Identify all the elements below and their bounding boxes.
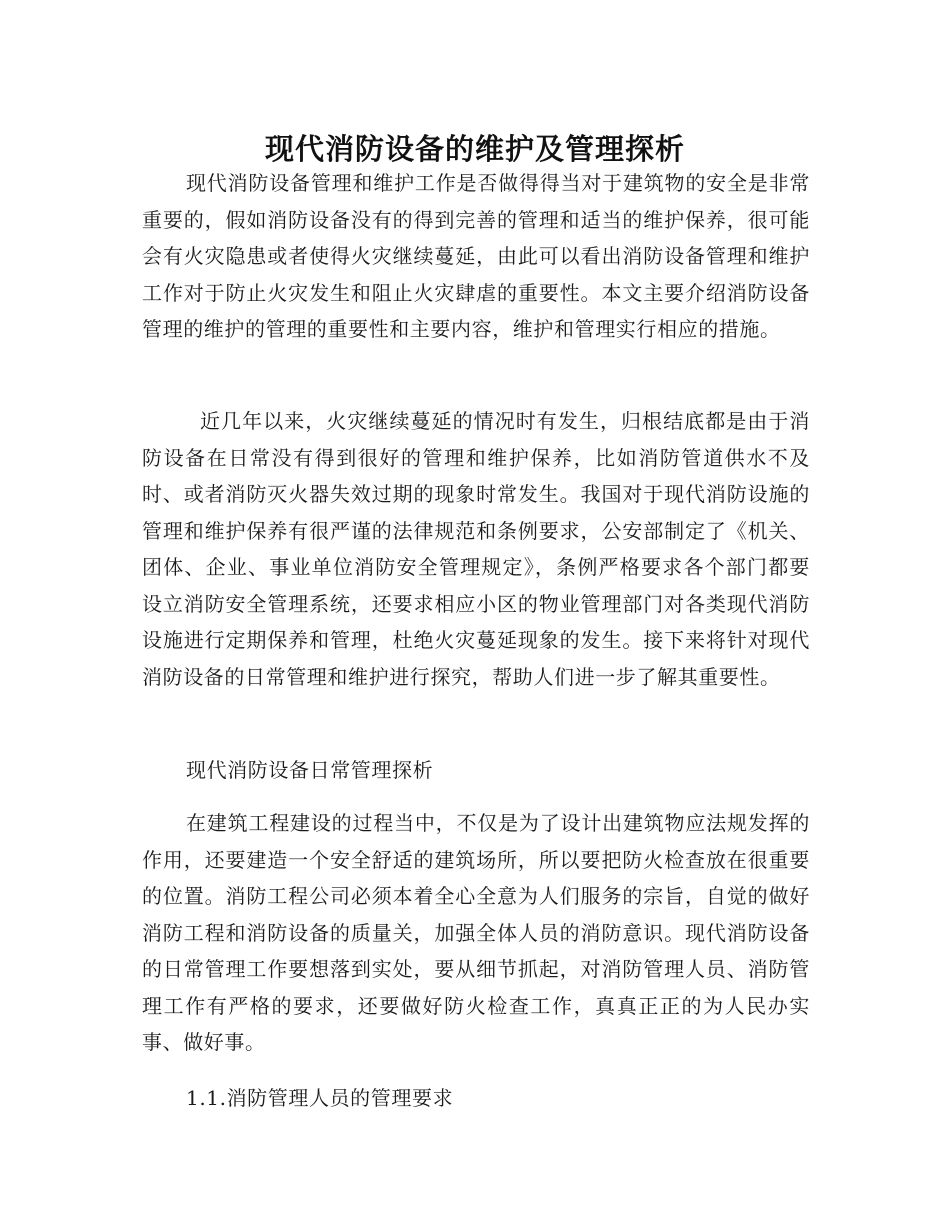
section-heading: 现代消防设备日常管理探析 bbox=[186, 758, 434, 782]
background-paragraph: 近几年以来，火灾继续蔓延的情况时有发生，归根结底都是由于消防设备在日常没有得到很好的管理和维护保养，比如消防管道供水不及时、或者消防灭火器失效过期的现象时常发生。我国对于现代消防设施的管理和维护保养有很严谨的法律规范和条例要求，公安部制定了《机关、团体、企业、事业单位消防安全管理规定》，条例严格要求各个部门都要设立消防安全管理系统，还要求相应小区的物业管理部门对各类现代消防设施进行定期保养和管理，杜绝火灾蔓延现象的发生。接下来将针对现代消防设备的日常管理和维护进行探究，帮助人们进一步了解其重要性。 bbox=[142, 409, 810, 689]
intro-paragraph: 现代消防设备管理和维护工作是否做得得当对于建筑物的安全是非常重要的，假如消防设备没有的得到完善的管理和适当的维护保养，很可能会有火灾隐患或者使得火灾继续蔓延，由此可以看出消防设备管理和维护工作对于防止火灾发生和阻止火灾肆虐的重要性。本文主要介绍消防设备管理的维护的管理的重要性和主要内容，维护和管理实行相应的措施。 bbox=[142, 171, 810, 341]
section-paragraph: 在建筑工程建设的过程当中，不仅是为了设计出建筑物应法规发挥的作用，还要建造一个安全舒适的建筑场所，所以要把防火检查放在很重要的位置。消防工程公司必须本着全心全意为人们服务的宗旨，自觉的做好消防工程和消防设备的质量关，加强全体人员的消防意识。现代消防设备的日常管理工作要想落到实处，要从细节抓起，对消防管理人员、消防管理工作有严格的要求，还要做好防火检查工作，真真正正的为人民办实事、做好事。 bbox=[142, 811, 810, 1054]
subsection-heading: 1.1.消防管理人员的管理要求 bbox=[186, 1086, 454, 1110]
document-title: 现代消防设备的维护及管理探析 bbox=[264, 132, 685, 167]
